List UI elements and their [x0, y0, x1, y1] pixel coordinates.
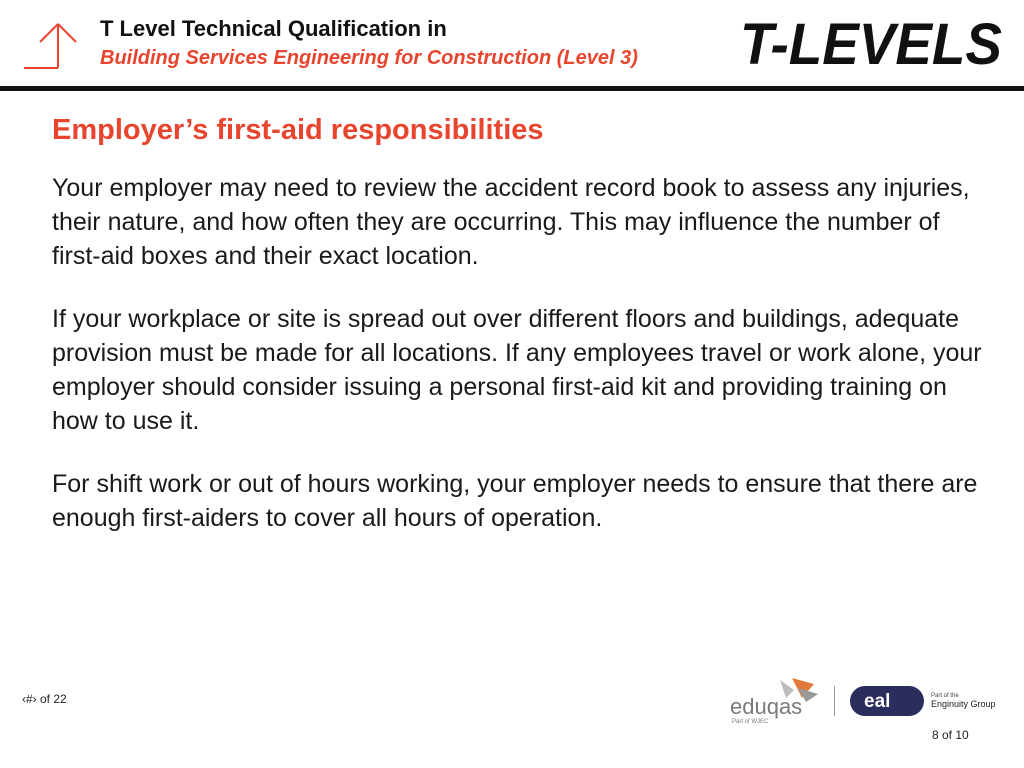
eduqas-logo-text: eduqas: [730, 694, 803, 719]
slide-number-placeholder: ‹#› of 22: [22, 692, 67, 706]
enginuity-name: Enginuity Group: [931, 699, 996, 709]
qualification-subtitle: Building Services Engineering for Construction (Level 3): [100, 47, 638, 69]
eduqas-logo-subtext: Part of WJEC: [732, 719, 769, 724]
qualification-title: T Level Technical Qualification in: [100, 16, 447, 41]
eduqas-logo: [728, 676, 820, 724]
enginuity-group-logo: [931, 693, 1007, 713]
t-levels-logo-text: T-LEVELS: [740, 14, 1003, 72]
enginuity-prefix-line1: Part of the: [931, 693, 959, 699]
logo-divider: [834, 686, 835, 716]
eal-logo: [850, 686, 924, 716]
paragraph-2: If your workplace or site is spread out over different floors and buildings, adequate provision must be made for all locations. If any employees travel or work alone, your employer should consider issuing a personal first-aid kit and providing training on how to use it.: [52, 305, 982, 435]
slide-title: Employer’s first-aid responsibilities: [52, 114, 544, 146]
up-arrow-logo-icon: [20, 18, 80, 70]
header-divider: [0, 86, 1024, 91]
eal-logo-text: eal: [864, 691, 891, 712]
paragraph-3: For shift work or out of hours working, your employer needs to ensure that there are enough first-aiders to cover all hours of operation.: [52, 470, 978, 532]
page-indicator: 8 of 10: [932, 728, 969, 742]
slide-header: [0, 0, 1024, 92]
t-levels-logo: [740, 14, 1006, 72]
paragraph-1: Your employer may need to review the accident record book to assess any injuries, their nature, and how often they are occurring. This may influence the number of first-aid boxes and their exact location.: [52, 174, 970, 270]
